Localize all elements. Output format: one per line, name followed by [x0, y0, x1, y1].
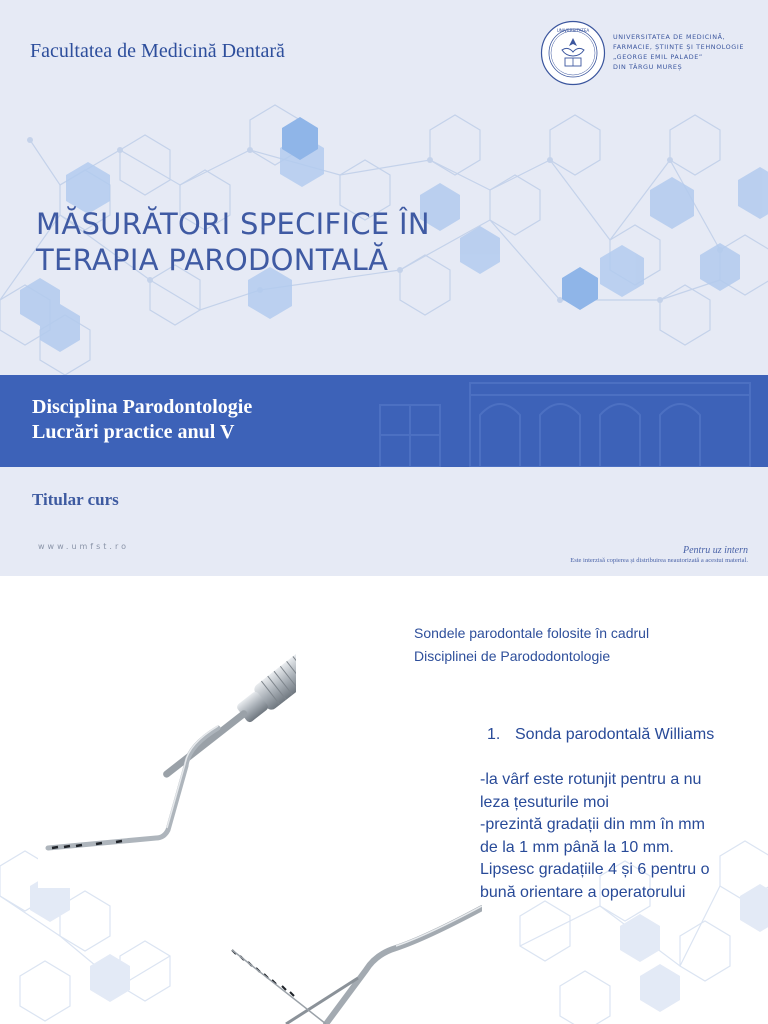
practical-year: Lucrări practice anul V	[32, 421, 235, 443]
heading-line: Disciplinei de Parododontologie	[414, 648, 611, 664]
university-line: „GEORGE EMIL PALADE”	[613, 53, 703, 61]
discipline-band	[0, 375, 768, 467]
course-holder-label: Titular curs	[32, 490, 119, 509]
university-line: UNIVERSITATEA DE MEDICINĂ,	[613, 33, 726, 41]
list-item	[487, 726, 714, 744]
university-seal-logo	[540, 20, 606, 86]
list-item-label: Sonda parodontală Williams	[515, 726, 715, 743]
williams-probe-photo	[38, 616, 296, 888]
discipline-name: Disciplina Parodontologie	[32, 396, 253, 418]
williams-probe-photo	[186, 878, 482, 1024]
discipline-text	[32, 395, 252, 445]
description-line: leza țesuturile moi	[480, 793, 609, 811]
description-line: de la 1 mm până la 10 mm.	[480, 838, 674, 856]
copyright-notice: Este interzisă copierea și distribuirea neautorizată a acestui material.	[570, 557, 748, 564]
university-line: DIN TÂRGU MUREȘ	[613, 63, 683, 71]
faculty-name: Facultatea de Medicină Dentară	[30, 40, 285, 62]
internal-use-notice	[570, 545, 748, 564]
university-line: FARMACIE, ȘTIINȚE ȘI TEHNOLOGIE	[613, 43, 744, 51]
svg-text:UNIVERSITATEA: UNIVERSITATEA	[556, 28, 590, 33]
description-line: -la vârf este rotunjit pentru a nu	[480, 771, 702, 788]
description-line: Lipsesc gradațiile 4 și 6 pentru o	[480, 861, 710, 878]
website-url[interactable]: www.umfst.ro	[38, 542, 129, 551]
description-line: -prezintă gradații din mm în mm	[480, 816, 705, 833]
slide-heading	[414, 622, 649, 668]
title-line: MĂSURĂTORI SPECIFICE ÎN	[36, 207, 430, 241]
description-line: bună orientare a operatorului	[480, 883, 686, 901]
internal-use-label: Pentru uz intern	[683, 545, 748, 556]
presentation-title	[36, 206, 430, 278]
title-line: TERAPIA PARODONTALĂ	[36, 243, 389, 277]
list-number: 1.	[487, 726, 501, 743]
content-slide	[0, 576, 768, 1024]
heading-line: Sondele parodontale folosite în cadrul	[414, 625, 650, 641]
university-name	[613, 32, 744, 72]
probe-description	[480, 769, 709, 904]
